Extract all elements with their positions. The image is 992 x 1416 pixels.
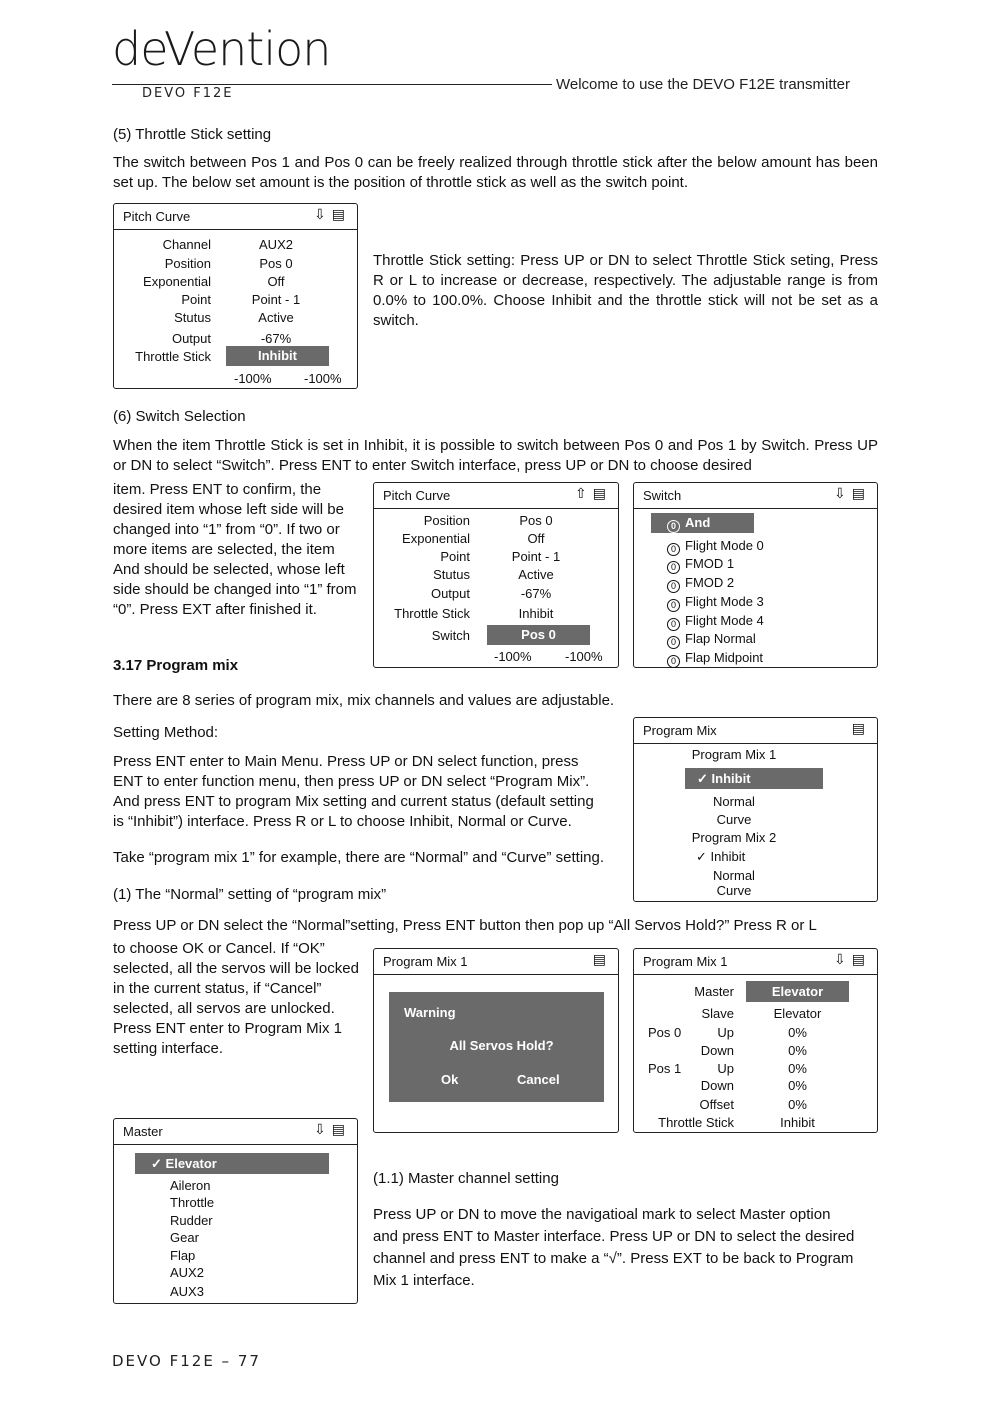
screen-title: Program Mix [643, 723, 717, 738]
label-pos-1: Pos 1 [648, 1061, 682, 1076]
label-throttle-stick: Throttle Stick [135, 349, 211, 364]
label-position: Position [164, 256, 211, 271]
screen-title: Pitch Curve [123, 209, 191, 224]
screen-title: Switch [643, 488, 682, 503]
label-output: Output [430, 586, 470, 601]
value-pos0-up: 0% [788, 1025, 807, 1040]
footer-value-right: -100% [565, 649, 603, 664]
footer-value-left: -100% [234, 371, 272, 386]
normal-setting-title: (1) The “Normal” setting of “program mix” [113, 886, 387, 903]
check-icon: ✓ [697, 771, 708, 786]
value-point: Point - 1 [511, 549, 561, 564]
zero-ring-icon: 0 [667, 618, 680, 631]
switch-item: 0 Flight Mode 4 [667, 613, 764, 631]
label-down: Down [700, 1078, 734, 1093]
label-offset: Offset [699, 1097, 734, 1112]
down-arrow-icon: ⇩ [834, 952, 852, 968]
zero-ring-icon: 0 [667, 561, 680, 574]
label-channel: Channel [162, 237, 211, 252]
battery-icon: ▤ [851, 952, 871, 968]
master-item: AUX3 [170, 1284, 204, 1299]
brand-logo: deVention [112, 22, 331, 76]
master-channel-title: (1.1) Master channel setting [373, 1170, 559, 1187]
zero-ring-icon: 0 [667, 543, 680, 556]
value-position: Pos 0 [259, 256, 293, 271]
switch-item: 0 Flap Midpoint [667, 650, 763, 668]
zero-ring-icon: 0 [667, 599, 680, 612]
label-output: Output [171, 331, 211, 346]
value-pos1-down: 0% [788, 1078, 807, 1093]
switch-item-and-selected: 0 And [651, 513, 754, 533]
header-rule [112, 84, 552, 85]
throttle-stick-description: Throttle Stick setting: Press UP or DN to select Throttle Stick seting, Press R or L to increase or decrease, respectively. The adjustable range is from 0.0% to 100.0%. Choose Inhibit and the throttle stick will not be set as a switch. [373, 252, 878, 329]
section-5-title: (5) Throttle Stick setting [113, 126, 272, 143]
value-throttle-stick: Inhibit [518, 606, 554, 621]
down-arrow-icon: ⇩ [314, 207, 332, 223]
section-5-intro: The switch between Pos 1 and Pos 0 can be freely realized through throttle stick after the below amount has been set up. The below set amount is the position of throttle stick as well as the switch point. [113, 154, 878, 191]
down-arrow-icon: ⇩ [314, 1122, 332, 1138]
master-item: Flap [170, 1248, 196, 1263]
pitch-curve-screen-1 [113, 203, 358, 389]
battery-icon: ▤ [851, 486, 871, 502]
screen-title: Pitch Curve [383, 488, 451, 503]
value-exponential: Off [527, 531, 545, 546]
switch-item: 0 Flight Mode 0 [667, 538, 764, 556]
label-position: Position [423, 513, 470, 528]
normal-setting-text: to choose OK or Cancel. If “OK” selected, all the servos will be locked in the current status, if “Cancel” selected, all servos are unlocked. Press ENT enter to Program Mix 1 setting interface. [113, 940, 359, 1057]
value-offset: 0% [788, 1097, 807, 1112]
value-exponential: Off [267, 274, 285, 289]
warning-title: Warning [404, 1005, 456, 1020]
warning-dialog [389, 992, 604, 1102]
example-text: Take “program mix 1” for example, there are “Normal” and “Curve” setting. [113, 849, 605, 866]
program-mix-2-inhibit: ✓ Inhibit [696, 849, 746, 864]
battery-icon: ▤ [331, 1122, 351, 1138]
label-down: Down [700, 1043, 734, 1058]
value-master-selected: Elevator [746, 981, 849, 1002]
program-mix-1-label: Program Mix 1 [691, 747, 777, 762]
pitch-curve-screen-2 [373, 482, 619, 668]
switch-item: 0 Flap Normal [667, 631, 756, 649]
label-up: Up [717, 1025, 734, 1040]
up-arrow-icon: ⇧ [575, 486, 593, 502]
page-footer: DEVO F12E – 77 [112, 1352, 261, 1370]
label-switch: Switch [431, 628, 470, 643]
screen-title: Program Mix 1 [643, 954, 728, 969]
label-point: Point [181, 292, 211, 307]
label-throttle-stick: Throttle Stick [394, 606, 470, 621]
model-name: DEVO F12E [142, 86, 234, 101]
value-channel: AUX2 [259, 237, 293, 252]
master-item: Aileron [170, 1178, 211, 1193]
value-stutus: Active [258, 310, 294, 325]
program-mix-screen [633, 717, 878, 902]
zero-ring-icon: 0 [667, 636, 680, 649]
zero-ring-icon: 0 [667, 655, 680, 668]
battery-icon: ▤ [851, 721, 871, 737]
label-exponential: Exponential [143, 274, 211, 289]
option-normal: Normal [713, 868, 755, 883]
switch-item: 0 FMOD 1 [667, 556, 734, 574]
program-mix-1-inhibit-selected: ✓ Inhibit [685, 768, 823, 789]
value-pos0-down: 0% [788, 1043, 807, 1058]
master-screen [113, 1118, 358, 1304]
value-switch-selected: Pos 0 [487, 625, 590, 645]
master-item: Rudder [170, 1213, 213, 1228]
footer-value-right: -100% [304, 371, 342, 386]
option-curve: Curve [716, 812, 752, 827]
label-stutus: Stutus [433, 567, 470, 582]
program-mix-1-screen [633, 948, 878, 1133]
value-slave: Elevator [773, 1006, 822, 1021]
program-mix-2-label: Program Mix 2 [691, 830, 777, 845]
master-item-elevator-selected: ✓ Elevator [135, 1153, 329, 1174]
value-pos1-up: 0% [788, 1061, 807, 1076]
down-arrow-icon: ⇩ [834, 486, 852, 502]
switch-item: 0 Flight Mode 3 [667, 594, 764, 612]
program-mix-intro: There are 8 series of program mix, mix channels and values are adjustable. [113, 692, 615, 709]
screen-title: Program Mix 1 [383, 954, 468, 969]
check-icon: ✓ [151, 1156, 162, 1171]
value-throttle-stick: Inhibit [780, 1115, 815, 1130]
master-item: Throttle [170, 1195, 215, 1210]
welcome-text: Welcome to use the DEVO F12E transmitter [556, 76, 851, 93]
value-throttle-stick-selected: Inhibit [226, 346, 329, 366]
zero-ring-icon: 0 [667, 520, 680, 533]
check-icon: ✓ [696, 849, 707, 864]
section-6-text: item. Press ENT to confirm, the desired item whose left side will be changed into “1” from “0”. If two or more items are selected, the item And should be selected, whose left side should be changed into “1” from “0”. Press EXT after finished it. [113, 481, 357, 618]
switch-item: 0 FMOD 2 [667, 575, 734, 593]
section-3-17-title: 3.17 Program mix [113, 657, 239, 674]
footer-value-left: -100% [494, 649, 532, 664]
battery-icon: ▤ [592, 952, 612, 968]
battery-icon: ▤ [331, 207, 351, 223]
section-6-title: (6) Switch Selection [113, 408, 246, 425]
label-point: Point [440, 549, 470, 564]
cancel-button[interactable]: Cancel [517, 1072, 560, 1087]
master-item: Gear [170, 1230, 199, 1245]
option-normal: Normal [713, 794, 755, 809]
setting-method-text: Press ENT enter to Main Menu. Press UP or DN select function, press ENT to enter function menu, then press UP or DN select “Program Mix”. And press ENT to program Mix setting and current status (default setting is “Inhibit”) interface. Press R or L to choose Inhibit, Normal or Curve. [113, 753, 594, 830]
label-pos-0: Pos 0 [648, 1025, 682, 1040]
switch-screen [633, 482, 878, 668]
warning-message: All Servos Hold? [449, 1038, 554, 1053]
setting-method-label: Setting Method: [113, 724, 219, 741]
battery-icon: ▤ [592, 486, 612, 502]
label-master: Master [694, 984, 734, 999]
value-output: -67% [520, 586, 552, 601]
section-6-intro: When the item Throttle Stick is set in Inhibit, it is possible to switch between Pos 0 and Pos 1 by Switch. Press UP or DN to select “Switch”. Press ENT to enter Switch interface, press UP or DN to choose desired [113, 437, 878, 474]
label-throttle-stick: Throttle Stick [658, 1115, 734, 1130]
label-exponential: Exponential [402, 531, 470, 546]
normal-setting-intro: Press UP or DN select the “Normal”setting, Press ENT button then pop up “All Servos Hold?” Press R or L [113, 917, 817, 934]
zero-ring-icon: 0 [667, 580, 680, 593]
value-point: Point - 1 [251, 292, 301, 307]
value-position: Pos 0 [519, 513, 553, 528]
label-slave: Slave [701, 1006, 734, 1021]
option-curve: Curve [716, 883, 752, 898]
value-output: -67% [260, 331, 292, 346]
screen-title: Master [123, 1124, 163, 1139]
master-channel-text: Press UP or DN to move the navigatioal mark to select Master option and press ENT to Master interface. Press UP or DN to select the desired channel and press ENT to make a “√”. Press EXT to be back to Program Mix 1 interface. [373, 1206, 855, 1289]
program-mix-1-warning-screen [373, 948, 619, 1133]
master-item: AUX2 [170, 1265, 204, 1280]
value-stutus: Active [518, 567, 554, 582]
ok-button[interactable]: Ok [441, 1072, 459, 1087]
label-up: Up [717, 1061, 734, 1076]
label-stutus: Stutus [174, 310, 211, 325]
